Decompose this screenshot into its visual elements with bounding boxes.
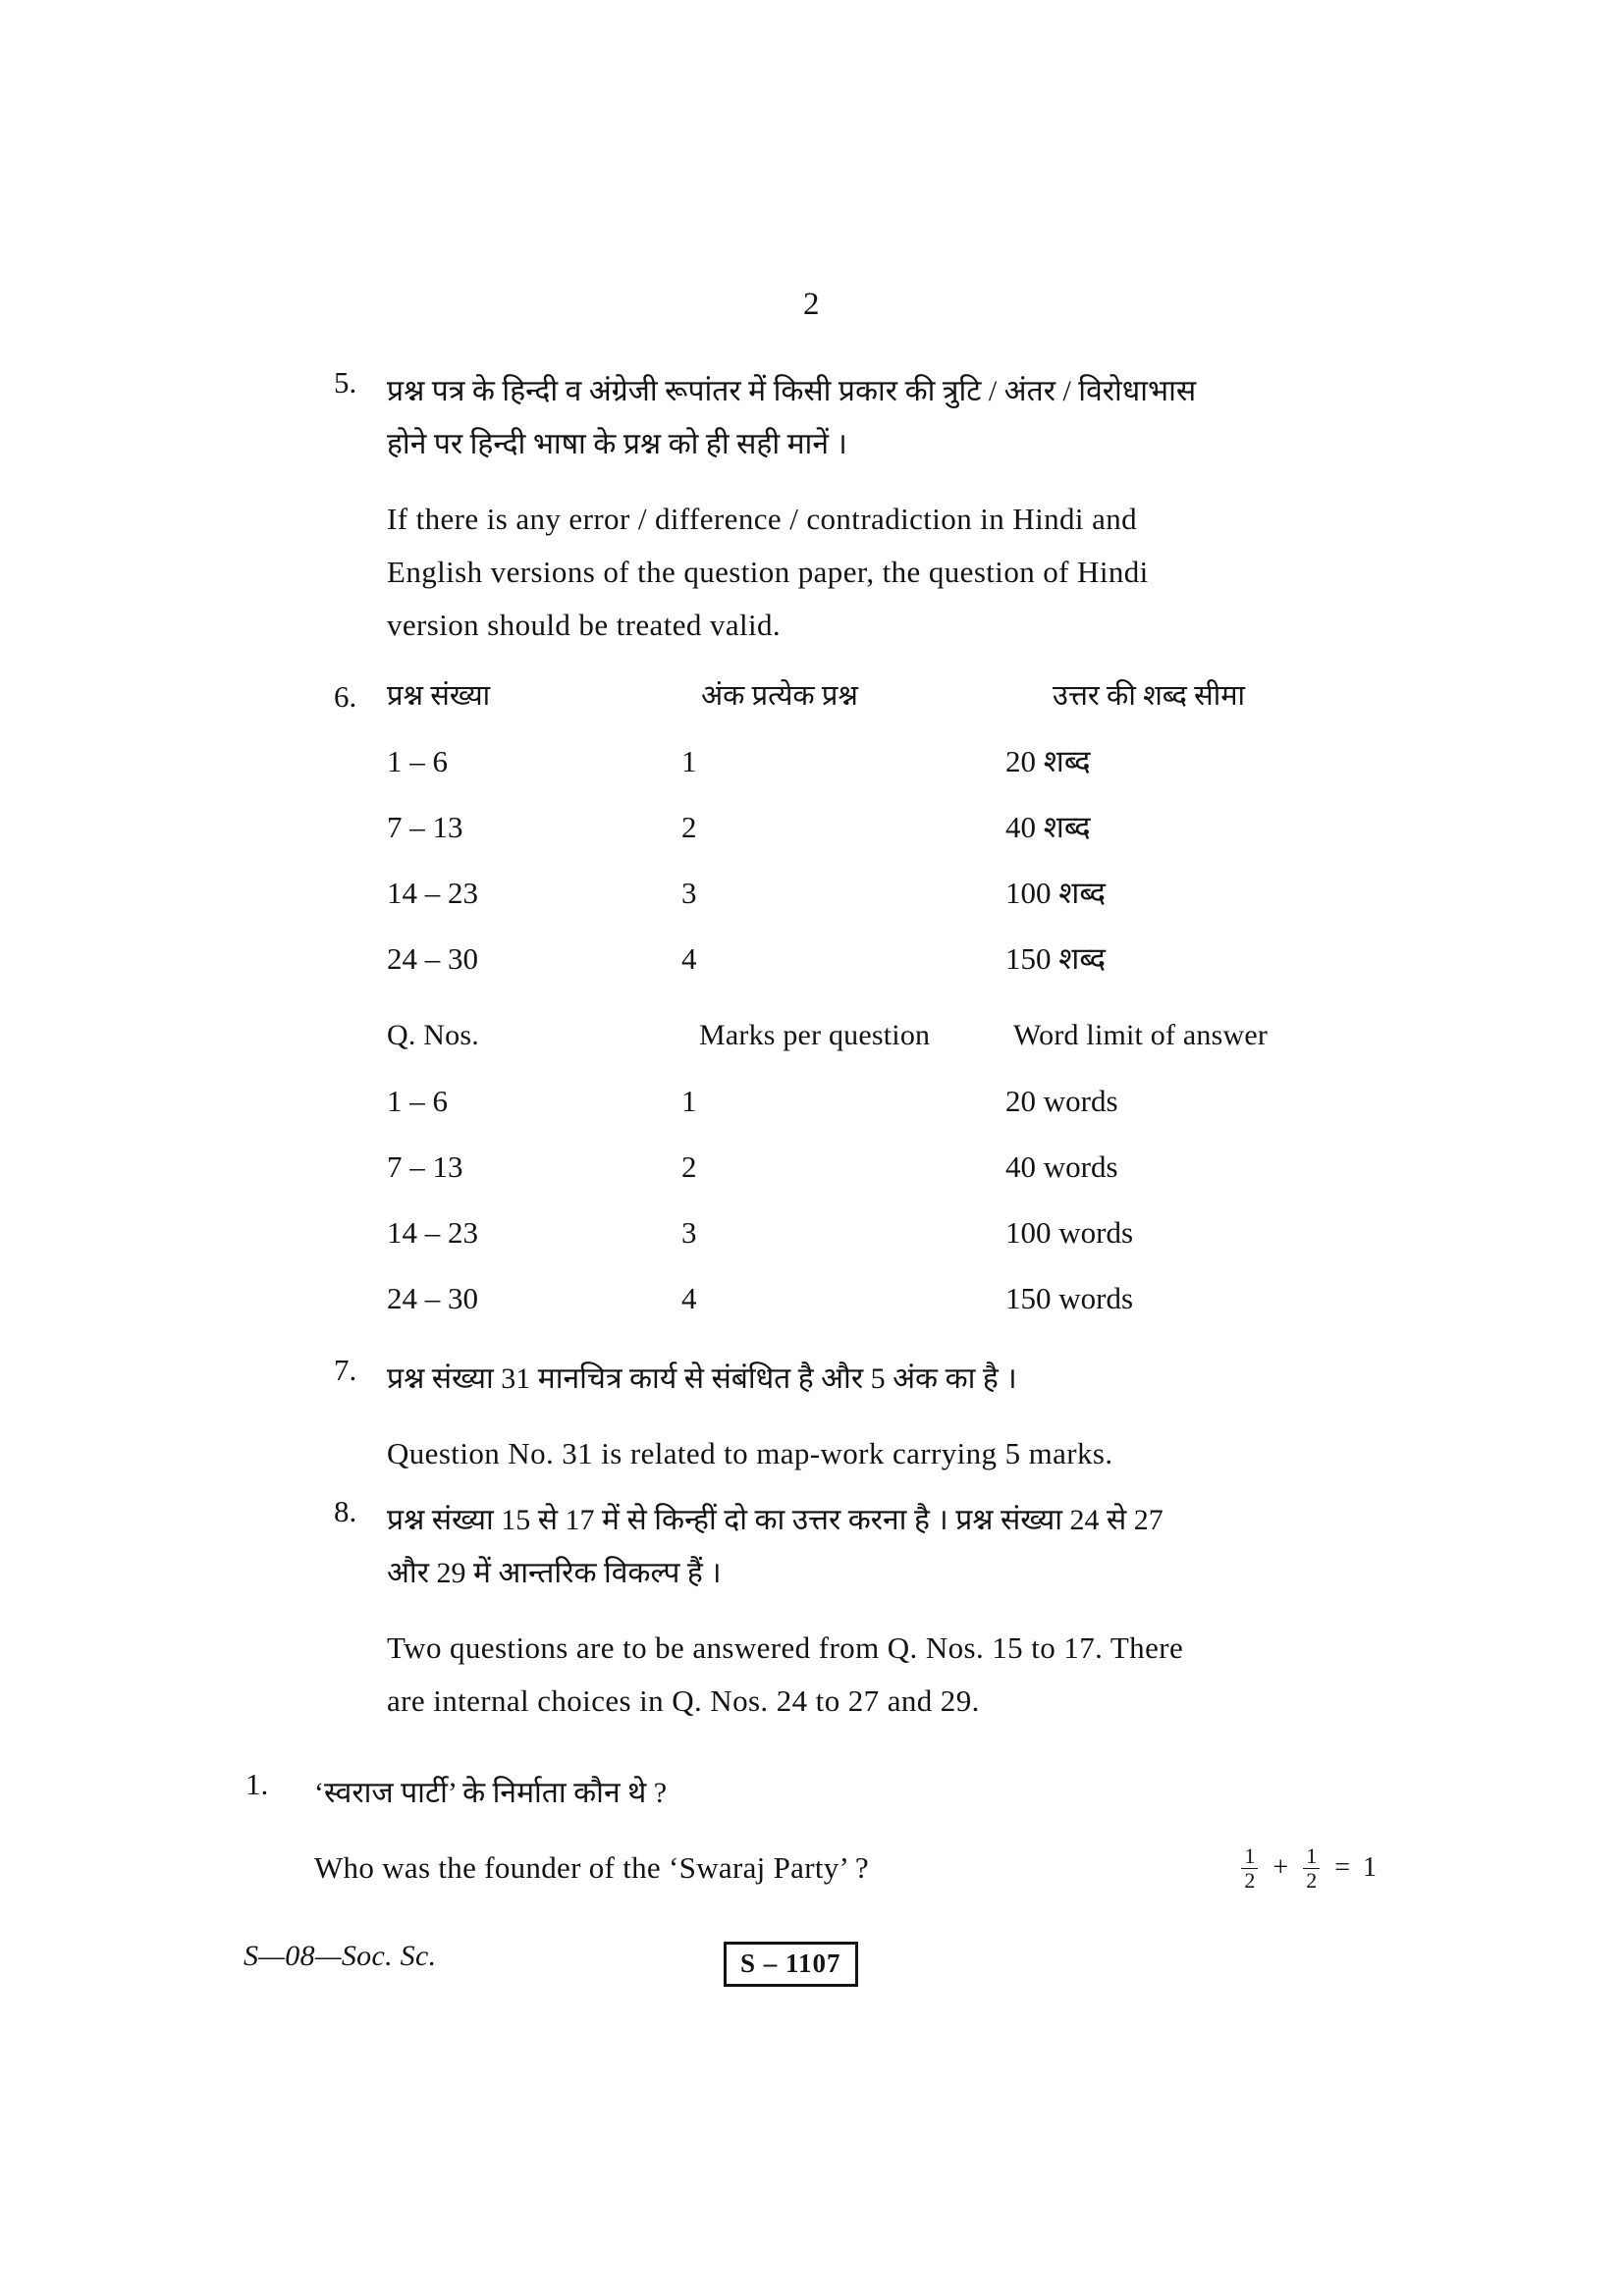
- cell-marks: 2: [681, 1149, 697, 1184]
- instruction-hindi-line: [387, 365, 1377, 418]
- instruction-hindi-text: प्रश्न पत्र के हिन्दी व अंग्रेजी रूपांतर में किसी प्रकार की त्रुटि / अंतर / विरोधाभास: [387, 375, 1197, 407]
- table-row: [387, 937, 1369, 1003]
- question-english-text: Who was the founder of the ‘Swaraj Party’ ?: [314, 1850, 869, 1885]
- table-row: [387, 1215, 1369, 1281]
- instruction-number: 7.: [334, 1353, 357, 1387]
- cell-word-limit: 150 शब्द: [1005, 941, 1107, 976]
- marks-total: 1: [1363, 1852, 1377, 1883]
- cell-word-limit: 40 शब्द: [1005, 810, 1091, 844]
- instruction-body: [387, 1353, 1377, 1480]
- instruction-english-line: [387, 1622, 1377, 1675]
- instruction-number: 5.: [334, 365, 357, 400]
- question-number: 1.: [245, 1767, 269, 1801]
- fraction-numerator: 1: [1244, 1843, 1256, 1869]
- column-header-question-numbers-en: Q. Nos.: [387, 1019, 479, 1051]
- instruction-hindi-line: और 29 में आन्तरिक विकल्प हैं ।: [387, 1557, 722, 1589]
- fraction-denominator: 2: [1241, 1868, 1258, 1893]
- instruction-hindi-line: [387, 1494, 1377, 1547]
- instruction-english-text: English versions of the question paper, the question of Hindi: [387, 555, 1149, 589]
- plus-sign: +: [1272, 1852, 1289, 1883]
- footer-paper-code-box: S – 1107: [724, 1942, 858, 1987]
- column-header-question-numbers-hi: प्रश्न संख्या: [387, 680, 491, 712]
- table-row: [387, 1281, 1369, 1347]
- instruction-english-line: [387, 493, 1377, 546]
- page-number: 2: [803, 287, 820, 322]
- cell-marks: 3: [681, 876, 697, 910]
- cell-marks: 1: [681, 744, 697, 778]
- table-row: [387, 740, 1369, 806]
- table-row: [387, 1084, 1369, 1149]
- fraction-one-half: [1303, 1844, 1320, 1893]
- instruction-body: [387, 365, 1377, 652]
- instruction-english-line: version should be treated valid.: [387, 608, 782, 642]
- cell-word-limit: 20 words: [1005, 1084, 1118, 1118]
- instruction-number: 6.: [334, 679, 357, 714]
- column-header-marks-hi: अंक प्रत्येक प्रश्न: [701, 680, 858, 712]
- table-row: [387, 872, 1369, 937]
- cell-question-range: 1 – 6: [387, 1084, 448, 1118]
- marks-table-block: [334, 675, 1377, 1347]
- cell-question-range: 1 – 6: [387, 744, 448, 778]
- question-hindi-text: ‘स्वराज पार्टी’ के निर्माता कौन थे ?: [314, 1777, 668, 1809]
- marks-table-english: [387, 1019, 1369, 1347]
- instruction-english-line: Question No. 31 is related to map-work carrying 5 marks.: [387, 1436, 1113, 1470]
- instruction-english-text: If there is any error / difference / contradiction in Hindi and: [387, 502, 1138, 536]
- instruction-body: [387, 1494, 1377, 1728]
- cell-marks: 2: [681, 810, 697, 844]
- question-item-1: [245, 1767, 1377, 1895]
- table-row: [387, 806, 1369, 872]
- equals-sign: =: [1334, 1852, 1350, 1883]
- column-header-word-limit-en: Word limit of answer: [1013, 1019, 1269, 1051]
- cell-word-limit: 40 words: [1005, 1149, 1118, 1184]
- fraction-numerator: 1: [1306, 1843, 1318, 1869]
- table-header-row: [387, 675, 1369, 740]
- cell-marks: 1: [681, 1084, 697, 1118]
- instruction-hindi-line: प्रश्न संख्या 31 मानचित्र कार्य से संबंधित है और 5 अंक का है ।: [387, 1362, 1017, 1395]
- column-header-marks-en: Marks per question: [699, 1019, 931, 1051]
- instruction-english-line: [387, 546, 1377, 599]
- cell-word-limit: 20 शब्द: [1005, 744, 1091, 778]
- instruction-hindi-line: होने पर हिन्दी भाषा के प्रश्न को ही सही मानें ।: [387, 428, 847, 460]
- cell-word-limit: 150 words: [1005, 1281, 1134, 1315]
- question-body: [314, 1767, 1377, 1895]
- instruction-number: 8.: [334, 1494, 357, 1528]
- instruction-english-line: are internal choices in Q. Nos. 24 to 27 and 29.: [387, 1683, 980, 1718]
- cell-question-range: 7 – 13: [387, 810, 463, 844]
- instruction-hindi-text: प्रश्न संख्या 15 से 17 में से किन्हीं दो का उत्तर करना है । प्रश्न संख्या 24 से 27: [387, 1504, 1163, 1536]
- cell-marks: 4: [681, 941, 697, 976]
- cell-marks: 4: [681, 1281, 697, 1315]
- cell-question-range: 14 – 23: [387, 1215, 478, 1250]
- instruction-item-5: [334, 365, 1377, 652]
- footer-subject-code: S—08—Soc. Sc.: [243, 1940, 437, 1972]
- cell-marks: 3: [681, 1215, 697, 1250]
- fraction-denominator: 2: [1303, 1868, 1320, 1893]
- instruction-item-8: [334, 1494, 1377, 1728]
- marks-table-hindi: [387, 675, 1369, 1003]
- table-row: [387, 1149, 1369, 1215]
- cell-question-range: 24 – 30: [387, 1281, 478, 1315]
- table-header-row: [387, 1019, 1369, 1084]
- cell-word-limit: 100 शब्द: [1005, 876, 1107, 910]
- cell-question-range: 7 – 13: [387, 1149, 463, 1184]
- fraction-one-half: [1241, 1844, 1258, 1893]
- instruction-item-7: [334, 1353, 1377, 1480]
- cell-word-limit: 100 words: [1005, 1215, 1134, 1250]
- question-marks-allocation: [1239, 1842, 1377, 1895]
- instruction-english-text: Two questions are to be answered from Q. Nos. 15 to 17. There: [387, 1630, 1184, 1665]
- column-header-word-limit-hi: उत्तर की शब्द सीमा: [1053, 680, 1246, 712]
- cell-question-range: 14 – 23: [387, 876, 478, 910]
- cell-question-range: 24 – 30: [387, 941, 478, 976]
